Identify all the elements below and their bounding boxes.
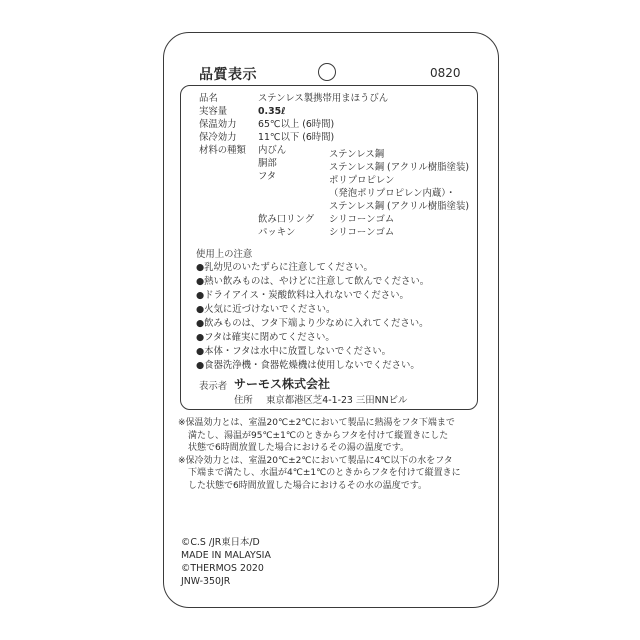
caution-item: ●熱い飲みものは、やけどに注意して飲んでください。 bbox=[196, 276, 430, 287]
capacity-value: 0.35ℓ bbox=[258, 106, 286, 117]
model-number: JNW-350JR bbox=[181, 576, 231, 587]
maker-name: サーモス株式会社 bbox=[234, 377, 331, 391]
note-line: した状態で6時間放置した場合におけるその水の温度です。 bbox=[188, 480, 428, 491]
copyright-line: ©THERMOS 2020 bbox=[181, 563, 264, 574]
name-value: ステンレス製携帯用まほうびん bbox=[258, 93, 389, 104]
address-label: 住所 bbox=[234, 395, 253, 406]
maker-label: 表示者 bbox=[199, 381, 228, 392]
caution-item: ●飲みものは、フタ下端より少なめに入れてください。 bbox=[196, 318, 429, 329]
caution-item: ●火気に近づけないでください。 bbox=[196, 304, 336, 315]
material-value: ステンレス鋼 (アクリル樹脂塗装) bbox=[329, 201, 470, 212]
note-line: ※保温効力とは、室温20℃±2℃において製品に熱湯をフタ下端まで bbox=[178, 418, 455, 428]
page-title: 品質表示 bbox=[199, 67, 257, 83]
material-part: 飲み口リング bbox=[258, 214, 315, 225]
caution-item: ●乳幼児のいたずらに注意してください。 bbox=[196, 262, 373, 273]
product-code: 0820 bbox=[430, 66, 461, 80]
notes bbox=[178, 417, 482, 493]
name-label: 品名 bbox=[199, 93, 218, 104]
material-part: パッキン bbox=[258, 227, 296, 238]
material-part: 胴部 bbox=[258, 158, 277, 169]
note-line: 下端まで満たし、水温が4℃±1℃のときからフタを付けて縦置きに bbox=[188, 468, 461, 479]
caution-item: ●ドライアイス・炭酸飲料は入れないでください。 bbox=[196, 290, 409, 301]
material-value: ポリプロピレン bbox=[329, 175, 395, 186]
material-value: シリコーンゴム bbox=[329, 214, 395, 225]
cautions-heading: 使用上の注意 bbox=[196, 249, 253, 260]
note-line: ※保冷効力とは、室温20℃±2℃において製品に4℃以下の水をフタ bbox=[178, 455, 453, 466]
heat-label: 保温効力 bbox=[199, 119, 237, 130]
caution-item: ●本体・フタは水中に放置しないでください。 bbox=[196, 346, 392, 357]
caution-item: ●フタは確実に閉めてください。 bbox=[196, 332, 335, 343]
cold-label: 保冷効力 bbox=[199, 132, 237, 143]
material-part: フタ bbox=[258, 171, 277, 182]
hang-hole bbox=[318, 63, 336, 81]
note-line: 状態で6時間放置した場合におけるその湯の温度です。 bbox=[188, 443, 410, 454]
address-value: 東京都港区芝4-1-23 三田NNビル bbox=[266, 395, 408, 406]
heat-value: 65℃以上 (6時間) bbox=[258, 119, 335, 130]
capacity-label: 実容量 bbox=[199, 106, 228, 117]
material-value: シリコーンゴム bbox=[329, 227, 395, 238]
origin-line: MADE IN MALAYSIA bbox=[181, 550, 271, 561]
cold-value: 11℃以下 (6時間) bbox=[258, 132, 335, 143]
material-value: ステンレス鋼 bbox=[329, 149, 385, 160]
note-line: 満たし、湯温が95℃±1℃のときからフタを付けて縦置きにした bbox=[188, 430, 449, 441]
copyright-line: ©C.S /JR東日本/D bbox=[181, 537, 260, 548]
material-value: （発泡ポリプロピレン内蔵）・ bbox=[329, 188, 456, 199]
material-part: 内びん bbox=[258, 145, 287, 156]
material-value: ステンレス鋼 (アクリル樹脂塗装) bbox=[329, 162, 470, 173]
caution-item: ●食器洗浄機・食器乾燥機は使用しないでください。 bbox=[196, 360, 420, 371]
material-label: 材料の種類 bbox=[199, 145, 246, 156]
